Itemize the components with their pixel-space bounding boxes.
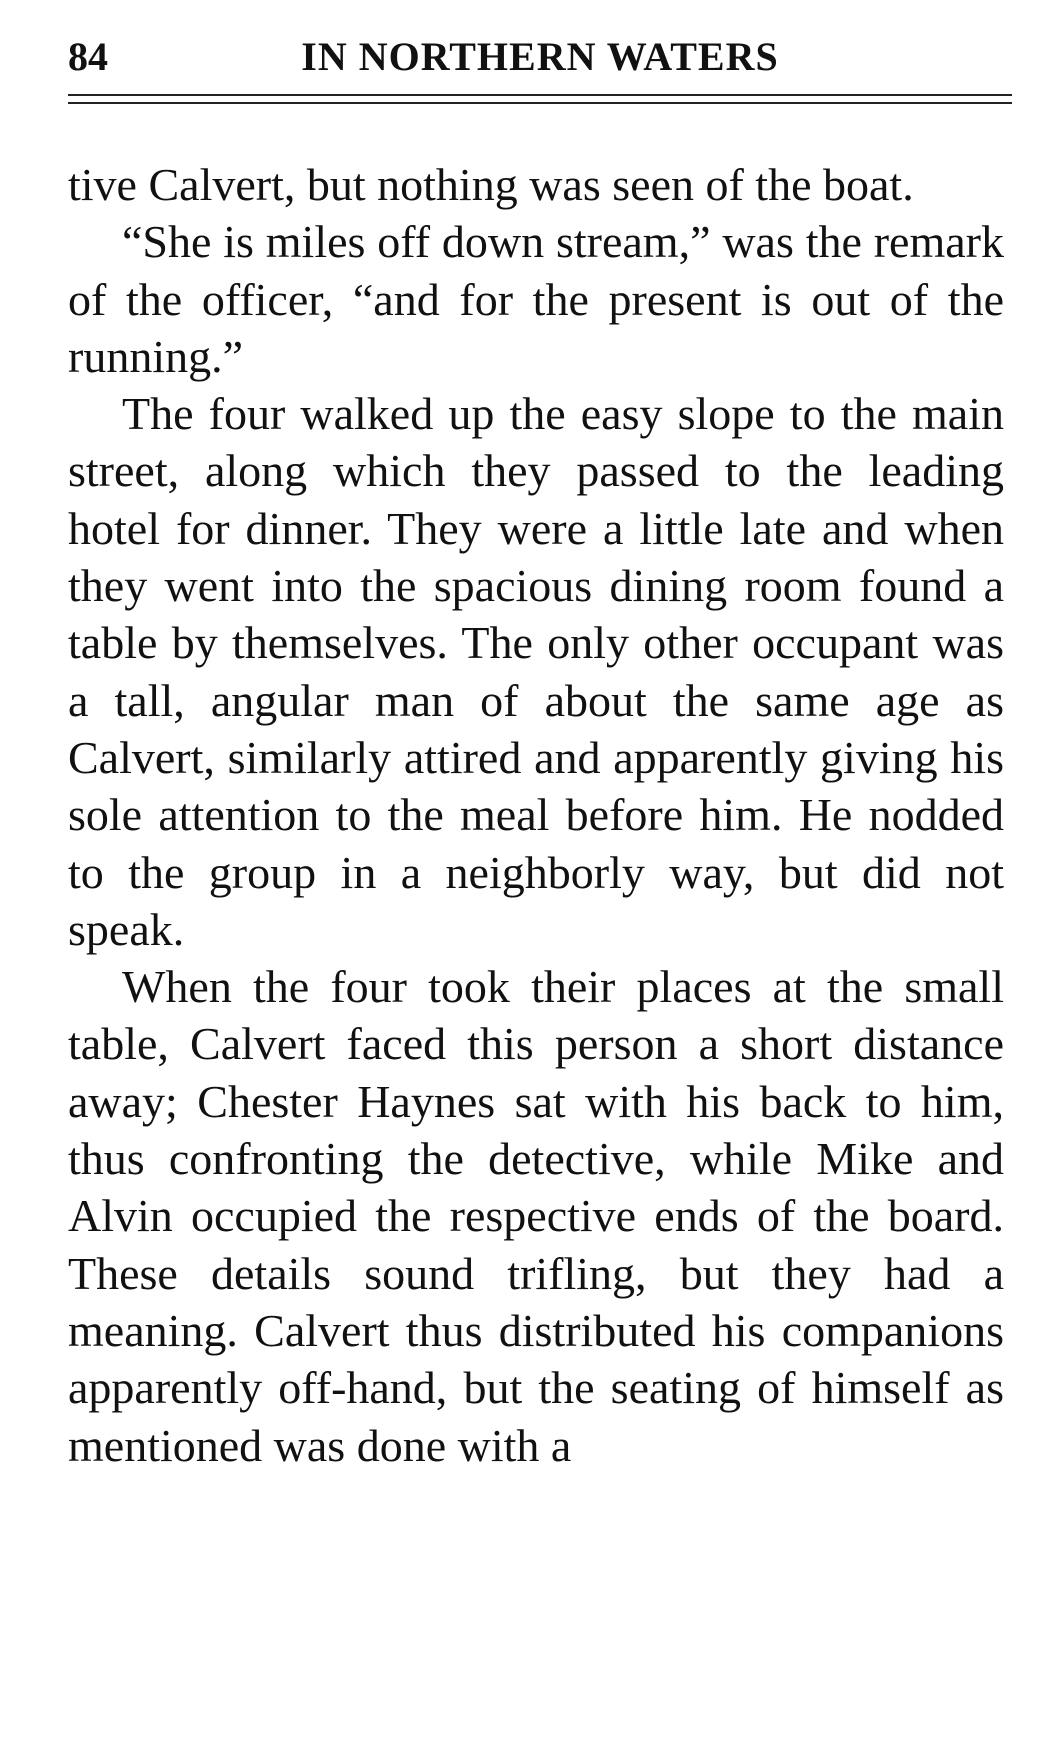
running-title: IN NORTHERN WATERS [301,34,779,79]
paragraph: tive Calvert, but nothing was seen of the boat. [68,159,914,210]
header-rule [68,102,1012,104]
paragraph: The four walked up the easy slope to the main street, along which they passed to the leading hotel for dinner. They were a little late and when they went into the spacious dining room found a table by themselves. The only other occupant was a tall, angular man of about the same age as Calvert, similarly attired and apparently giving his sole attention to the meal before him. He nodded to the group in a neighborly way, but did not speak. [68,388,1004,955]
paragraph: “She is miles off down stream,” was the remark of the officer, “and for the present is out of the running.” [68,216,1004,382]
running-head [68,24,1012,84]
header-rule [68,94,1012,96]
body-text [68,156,1004,1474]
paragraph: When the four took their places at the small table, Calvert faced this person a short distance away; Chester Haynes sat with his back to him, thus confronting the detective, while Mike and Alvin occupied the respective ends of the board. These details sound trifling, but they had a meaning. Calvert thus distributed his companions apparently off-hand, but the seating of himself as mentioned was done with a [68,961,1004,1471]
page-number: 84 [68,34,108,79]
